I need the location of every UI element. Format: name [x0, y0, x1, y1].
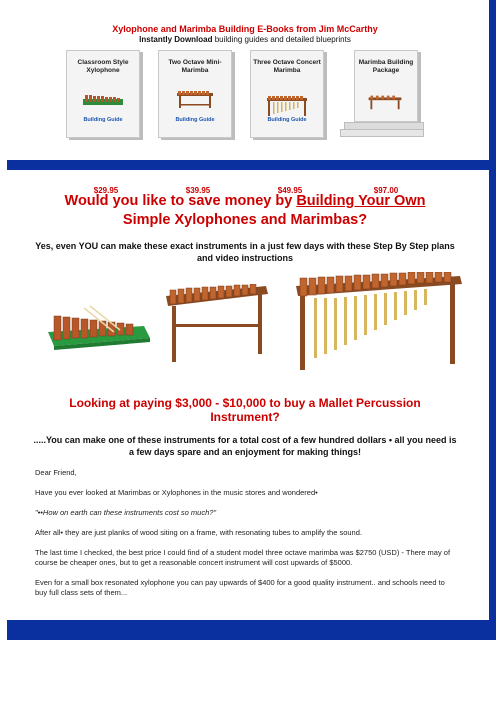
price-xylophone: $29.95: [93, 186, 119, 195]
concert-marimba-photo: [294, 272, 464, 372]
book-cover: [66, 50, 140, 138]
header-title: Xylophone and Marimba Building E-Books from Jim McCarthy: [112, 24, 378, 34]
xylophone-image: [81, 87, 125, 109]
body-paragraph: The last time I checked, the best price I could find of a student model three octave marimba was $2750 (USD) - There may of course be cheaper ones, but to get a reasonable concert instrument will cost upwards of $5000.: [35, 548, 451, 567]
price-package: $97.00: [373, 186, 399, 195]
marimba-image: [265, 95, 309, 117]
headline-underlined: Building Your Own: [296, 193, 426, 209]
headline-part1: Would you like to save money by: [64, 193, 297, 209]
mini-marimba-photo: [162, 284, 272, 364]
secondary-subheadline: .....You can make one of these instruments for a total cost of a few hundred dollars • all you need is a few days spare and an enjoyment for making things!: [33, 435, 457, 457]
book-cover: [354, 50, 418, 122]
xylophone-photo: [44, 302, 154, 352]
marimba-image: [173, 87, 217, 109]
top-blue-band: [7, 160, 496, 170]
ebook-concert-marimba[interactable]: [250, 48, 330, 136]
headline-part2: Simple Xylophones and Marimbas?: [122, 212, 368, 228]
marimba-image: [365, 91, 405, 113]
price-concert-marimba: $49.95: [277, 186, 303, 195]
instrument-photos: [44, 272, 464, 372]
body-paragraph: Even for a small box resonated xylophone you can pay upwards of $400 for a good quality instrument.. and schools need to buy full class sets of them...: [35, 578, 445, 597]
book-title: Marimba Building Package: [358, 59, 414, 74]
body-quote: "••How on earth can these instruments cost so much?": [35, 508, 217, 517]
header: [0, 24, 490, 45]
ebook-package[interactable]: [344, 48, 424, 136]
book-footer: Building Guide: [267, 117, 307, 123]
header-subtitle-rest: building guides and detailed blueprints: [212, 35, 351, 44]
book-title: Classroom Style Xylophone: [77, 59, 129, 74]
book-cover: [158, 50, 232, 138]
ebook-lineup: [66, 48, 426, 195]
ebook-xylophone[interactable]: [66, 48, 146, 136]
header-subtitle-bold: Instantly Download: [139, 35, 213, 44]
price-mini-marimba: $39.95: [185, 186, 211, 195]
bottom-blue-band: [7, 620, 496, 640]
body-paragraph: After all• they are just planks of wood siting on a frame, with resonating tubes to amplify the sound.: [35, 528, 362, 537]
secondary-headline: Looking at paying $3,000 - $10,000 to buy a Mallet Percussion Instrument?: [69, 396, 421, 424]
right-border: [489, 0, 496, 640]
body-paragraph: Have you ever looked at Marimbas or Xylophones in the music stores and wondered•: [35, 488, 318, 497]
stacked-book: [340, 129, 424, 137]
book-footer: Building Guide: [175, 117, 215, 123]
header-subtitle: [0, 35, 490, 45]
main-headline: [0, 192, 490, 230]
book-cover: [250, 50, 324, 138]
letter-body: [35, 468, 455, 608]
book-footer: Building Guide: [83, 117, 123, 123]
greeting: Dear Friend,: [35, 468, 77, 477]
ebook-mini-marimba[interactable]: [158, 48, 238, 136]
book-title: Three Octave Concert Marimba: [253, 59, 321, 74]
book-title: Two Octave Mini-Marimba: [168, 59, 222, 74]
sub-headline: Yes, even YOU can make these exact instruments in a just few days with these Step By Step plans and video instructions: [35, 241, 455, 263]
